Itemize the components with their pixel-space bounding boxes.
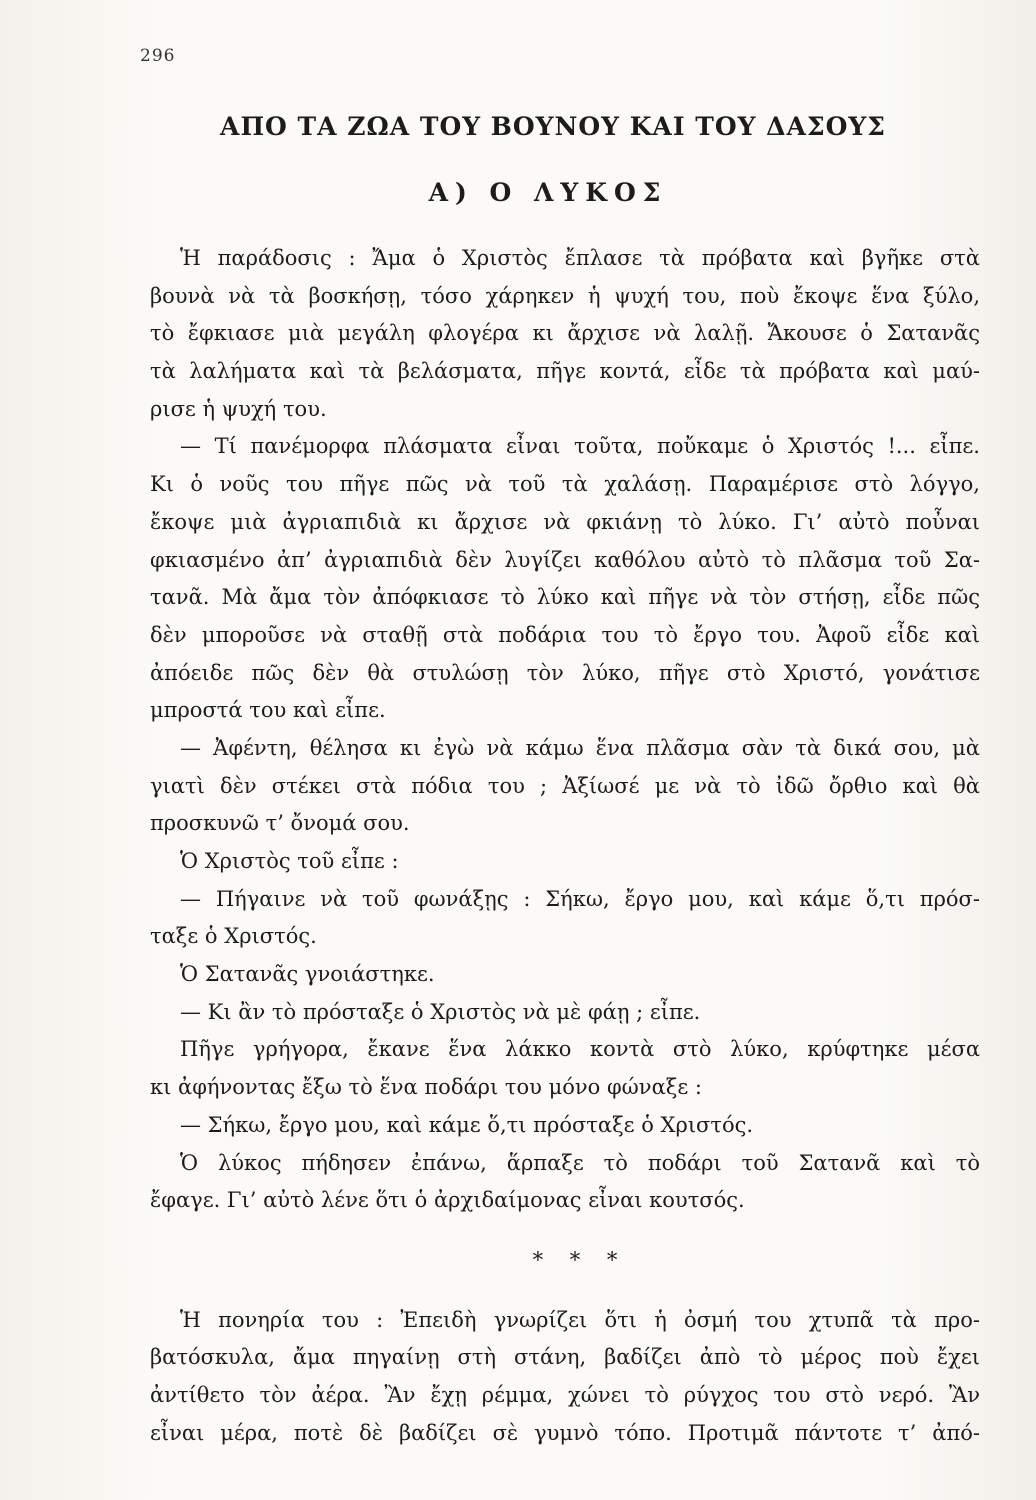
text-line: ἔκοψε μιὰ ἀγριαπιδιὰ κι ἄρχισε νὰ φκιάνῃ τὸ λύκο. Γι’ αὐτὸ ποὖναι (150, 509, 980, 534)
text-line: Ὁ Σατανᾶς γνοιάστηκε. (180, 962, 435, 987)
text-line: — Σήκω, ἔργο μου, καὶ κάμε ὅ,τι πρόσταξε ὁ Χριστός. (180, 1112, 754, 1137)
text-line: ταξε ὁ Χριστός. (150, 924, 317, 949)
text-line: τανᾶ. Μὰ ἄμα τὸν ἀπόφκιασε τὸ λύκο καὶ πῆγε νὰ τὸν στήσῃ, εἶδε πῶς (150, 585, 980, 610)
text-line: κι ἀφήνοντας ἔξω τὸ ἕνα ποδάρι του μόνο φώναξε : (150, 1075, 702, 1100)
text-line: ἔφαγε. Γι’ αὐτὸ λένε ὅτι ὁ ἀρχιδαίμονας εἶναι κουτσός. (150, 1188, 745, 1213)
text-line: εἶναι μέρα, ποτὲ δὲ βαδίζει σὲ γυμνὸ τόπο. Προτιμᾶ πάντοτε τ’ ἀπό- (150, 1420, 980, 1445)
text-line: βουνὰ νὰ τὰ βοσκήσῃ, τόσο χάρηκεν ἡ ψυχή του, ποὺ ἔκοψε ἕνα ξύλο, (150, 283, 980, 308)
text-line: προσκυνῶ τ’ ὄνομά σου. (150, 811, 410, 836)
text-line: — Κι ἂν τὸ πρόσταξε ὁ Χριστὸς νὰ μὲ φάῃ ; εἶπε. (180, 999, 701, 1024)
text-line: Κι ὁ νοῦς του πῆγε πῶς νὰ τοῦ τὰ χαλάσῃ. Παραμέρισε στὸ λόγγο, (150, 472, 980, 497)
text-line: μπροστά του καὶ εἶπε. (150, 698, 386, 723)
page-title: ΑΠΟ ΤΑ ΖΩΑ ΤΟΥ ΒΟΥΝΟΥ ΚΑΙ ΤΟΥ ΔΑΣΟΥΣ (220, 112, 886, 141)
section-separator: * * * (532, 1247, 628, 1272)
text-line: ἀντίθετο τὸν ἀέρα. Ἂν ἔχῃ ρέμμα, χώνει τὸ ρύγχος του στὸ νερό. Ἂν (150, 1382, 980, 1407)
text-line: — Τί πανέμορφα πλάσματα εἶναι τοῦτα, ποὔκαμε ὁ Χριστός !... εἶπε. (180, 434, 980, 459)
text-line: Ὁ Χριστὸς τοῦ εἶπε : (180, 849, 399, 873)
text-line: γιατὶ δὲν στέκει στὰ πόδια του ; Ἀξίωσέ με νὰ τὸ ἰδῶ ὄρθιο καὶ θὰ (150, 773, 980, 798)
section-gap (150, 1220, 980, 1242)
text-line: — Πήγαινε νὰ τοῦ φωνάξῃς : Σήκω, ἔργο μου, καὶ κάμε ὅ,τι πρόσ- (180, 886, 980, 911)
text-line: Ἡ πονηρία του : Ἐπειδὴ γνωρίζει ὅτι ἡ ὀσμή του χτυπᾶ τὰ προ- (180, 1307, 980, 1332)
text-line: τὰ λαλήματα καὶ τὰ βελάσματα, πῆγε κοντά, εἶδε τὰ πρόβατα καὶ μαύ- (150, 359, 980, 384)
text-line: ἀπόειδε πῶς δὲν θὰ στυλώσῃ τὸν λύκο, πῆγε στὸ Χριστό, γονάτισε (150, 660, 980, 685)
text-line: βατόσκυλα, ἄμα πηγαίνῃ στὴ στάνη, βαδίζει ἀπὸ τὸ μέρος ποὺ ἔχει (150, 1345, 980, 1370)
text-line: τὸ ἔφκιασε μιὰ μεγάλη φλογέρα κι ἄρχισε νὰ λαλῇ. Ἄκουσε ὁ Σατανᾶς (150, 321, 980, 346)
text-line: Ὁ λύκος πήδησεν ἐπάνω, ἅρπαξε τὸ ποδάρι τοῦ Σατανᾶ καὶ τὸ (180, 1150, 980, 1175)
text-line: ρισε ἡ ψυχή του. (150, 396, 327, 421)
body-text (150, 240, 980, 1452)
text-line: φκιασμένο ἀπ’ ἀγριαπιδιὰ δὲν λυγίζει καθόλου αὐτὸ τὸ πλᾶσμα τοῦ Σα- (150, 547, 980, 572)
page-number: 296 (140, 46, 176, 66)
text-line: Ἡ παράδοσις : Ἄμα ὁ Χριστὸς ἔπλασε τὰ πρόβατα καὶ βγῆκε στὰ (180, 246, 980, 270)
text-line: Πῆγε γρήγορα, ἔκανε ἕνα λάκκο κοντὰ στὸ λύκο, κρύφτηκε μέσα (180, 1037, 980, 1062)
section-gap (150, 1280, 980, 1302)
text-line: — Ἀφέντη, θέλησα κι ἐγὼ νὰ κάμω ἕνα πλᾶσμα σὰν τὰ δικά σου, μὰ (180, 735, 980, 760)
text-line: δὲν μποροῦσε νὰ σταθῇ στὰ ποδάρια του τὸ ἔργο του. Ἀφοῦ εἶδε καὶ (150, 622, 980, 647)
section-heading: Α) Ο ΛΥΚΟΣ (428, 178, 668, 207)
